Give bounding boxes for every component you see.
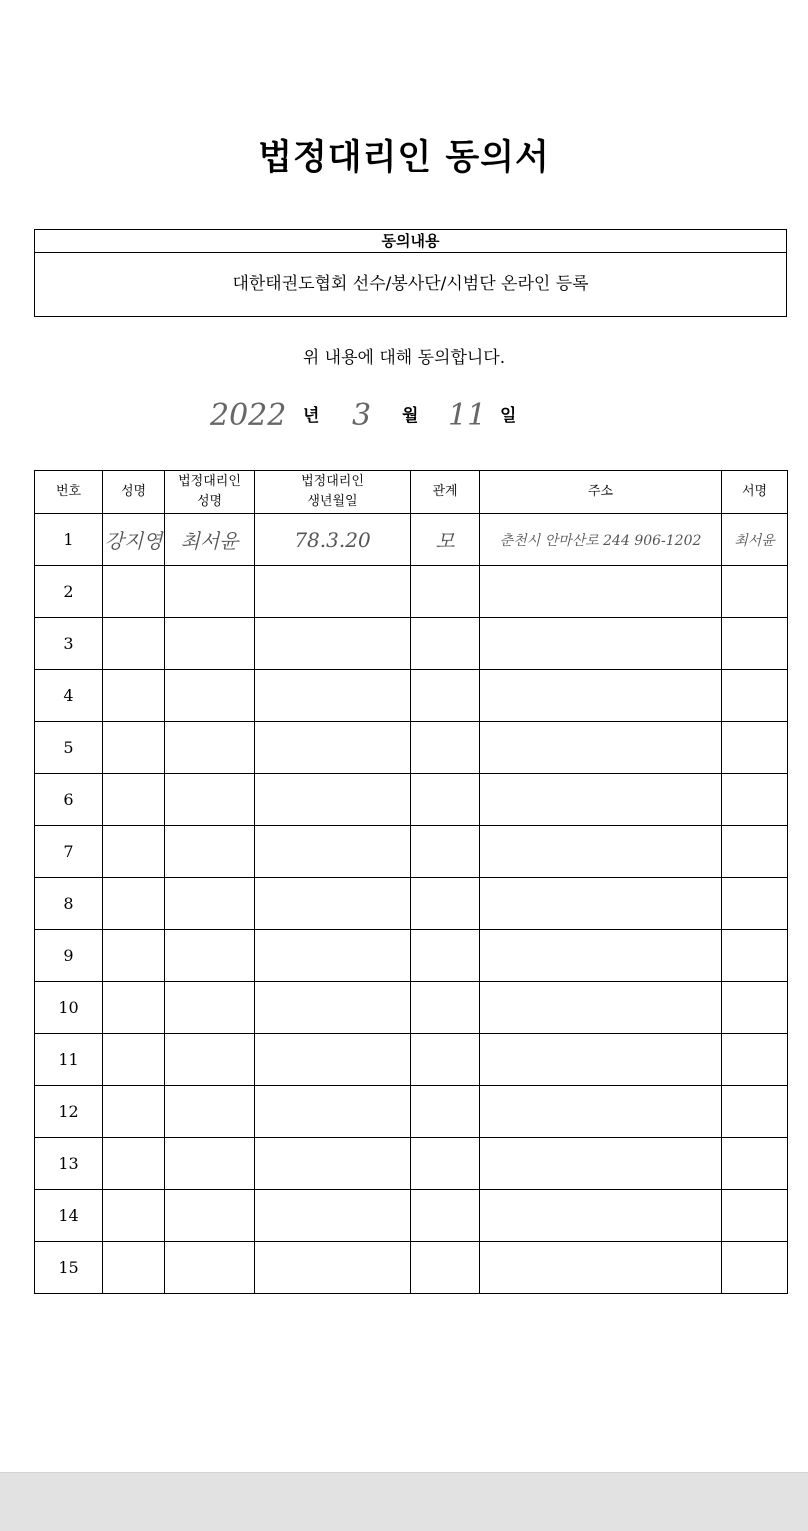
cell-signature bbox=[722, 930, 788, 982]
cell-guardian-name bbox=[165, 1242, 255, 1294]
cell-relation bbox=[411, 826, 480, 878]
cell-birth bbox=[255, 670, 411, 722]
cell-relation bbox=[411, 670, 480, 722]
cell-no: 15 bbox=[35, 1242, 103, 1294]
cell-address bbox=[480, 722, 722, 774]
table-row bbox=[35, 722, 788, 774]
date-day-handwritten: 11 bbox=[448, 398, 487, 433]
cell-relation bbox=[411, 618, 480, 670]
registration-table bbox=[34, 470, 788, 1294]
cell-address bbox=[480, 774, 722, 826]
cell-guardian-name-handwritten: 최서윤 bbox=[165, 514, 255, 566]
table-row bbox=[35, 566, 788, 618]
cell-name bbox=[103, 1086, 165, 1138]
cell-guardian-name bbox=[165, 722, 255, 774]
cell-guardian-name bbox=[165, 774, 255, 826]
cell-guardian-name bbox=[165, 618, 255, 670]
cell-birth bbox=[255, 1034, 411, 1086]
cell-name bbox=[103, 1242, 165, 1294]
cell-address bbox=[480, 878, 722, 930]
table-row bbox=[35, 1242, 788, 1294]
table-header-row bbox=[35, 471, 788, 514]
cell-name bbox=[103, 982, 165, 1034]
cell-no: 11 bbox=[35, 1034, 103, 1086]
cell-name bbox=[103, 1034, 165, 1086]
cell-signature bbox=[722, 1138, 788, 1190]
cell-no: 1 bbox=[35, 514, 103, 566]
date-year-handwritten: 2022 bbox=[210, 398, 287, 433]
cell-address bbox=[480, 826, 722, 878]
cell-name bbox=[103, 774, 165, 826]
cell-relation bbox=[411, 1190, 480, 1242]
cell-relation bbox=[411, 722, 480, 774]
cell-signature-handwritten: 최서윤 bbox=[722, 514, 788, 566]
cell-signature bbox=[722, 670, 788, 722]
cell-guardian-name bbox=[165, 670, 255, 722]
table-row bbox=[35, 774, 788, 826]
header-guardian-birth-line2: 생년월일 bbox=[307, 494, 358, 509]
cell-name bbox=[103, 1138, 165, 1190]
table-row bbox=[35, 826, 788, 878]
cell-address bbox=[480, 1242, 722, 1294]
cell-birth bbox=[255, 722, 411, 774]
cell-name bbox=[103, 670, 165, 722]
cell-no: 13 bbox=[35, 1138, 103, 1190]
cell-birth bbox=[255, 930, 411, 982]
header-address: 주소 bbox=[480, 471, 722, 514]
cell-name bbox=[103, 722, 165, 774]
cell-signature bbox=[722, 1190, 788, 1242]
cell-birth bbox=[255, 1086, 411, 1138]
cell-guardian-name bbox=[165, 982, 255, 1034]
header-signature: 서명 bbox=[722, 471, 788, 514]
cell-signature bbox=[722, 774, 788, 826]
table-row bbox=[35, 930, 788, 982]
cell-no: 8 bbox=[35, 878, 103, 930]
cell-birth bbox=[255, 1190, 411, 1242]
cell-address bbox=[480, 1190, 722, 1242]
viewer-bottom-bar bbox=[0, 1472, 808, 1531]
cell-relation-handwritten: 모 bbox=[411, 514, 480, 566]
cell-birth-handwritten: 78.3.20 bbox=[255, 514, 411, 566]
cell-address bbox=[480, 1034, 722, 1086]
cell-guardian-name bbox=[165, 1138, 255, 1190]
cell-birth bbox=[255, 1242, 411, 1294]
agreement-statement: 위 내용에 대해 동의합니다. bbox=[302, 348, 506, 368]
cell-relation bbox=[411, 878, 480, 930]
cell-guardian-name bbox=[165, 1034, 255, 1086]
cell-name bbox=[103, 618, 165, 670]
header-guardian-name-line1: 법정대리인 bbox=[178, 474, 241, 489]
cell-address bbox=[480, 566, 722, 618]
cell-address-handwritten: 춘천시 안마산로 244 906-1202 bbox=[480, 514, 722, 566]
cell-birth bbox=[255, 566, 411, 618]
cell-relation bbox=[411, 774, 480, 826]
cell-address bbox=[480, 670, 722, 722]
cell-relation bbox=[411, 1034, 480, 1086]
header-guardian-birth-line1: 법정대리인 bbox=[301, 474, 364, 489]
cell-no: 10 bbox=[35, 982, 103, 1034]
cell-signature bbox=[722, 618, 788, 670]
date-month-unit: 월 bbox=[402, 406, 419, 426]
cell-relation bbox=[411, 1242, 480, 1294]
cell-relation bbox=[411, 566, 480, 618]
consent-body: 대한태권도협회 선수/봉사단/시범단 온라인 등록 bbox=[232, 274, 589, 294]
cell-signature bbox=[722, 982, 788, 1034]
cell-address bbox=[480, 618, 722, 670]
cell-guardian-name bbox=[165, 1190, 255, 1242]
table-row bbox=[35, 878, 788, 930]
cell-guardian-name bbox=[165, 930, 255, 982]
cell-name bbox=[103, 1190, 165, 1242]
date-line bbox=[0, 394, 808, 444]
cell-no: 3 bbox=[35, 618, 103, 670]
cell-relation bbox=[411, 982, 480, 1034]
cell-name bbox=[103, 930, 165, 982]
cell-signature bbox=[722, 1034, 788, 1086]
header-guardian-birth bbox=[255, 471, 411, 514]
cell-address bbox=[480, 1086, 722, 1138]
cell-no: 2 bbox=[35, 566, 103, 618]
cell-signature bbox=[722, 1242, 788, 1294]
cell-signature bbox=[722, 826, 788, 878]
header-no: 번호 bbox=[35, 471, 103, 514]
cell-relation bbox=[411, 1086, 480, 1138]
cell-guardian-name bbox=[165, 1086, 255, 1138]
cell-no: 6 bbox=[35, 774, 103, 826]
cell-name bbox=[103, 878, 165, 930]
cell-no: 9 bbox=[35, 930, 103, 982]
cell-address bbox=[480, 930, 722, 982]
cell-signature bbox=[722, 1086, 788, 1138]
table-row bbox=[35, 1138, 788, 1190]
cell-birth bbox=[255, 878, 411, 930]
cell-address bbox=[480, 1138, 722, 1190]
header-guardian-name-line2: 성명 bbox=[196, 494, 223, 509]
cell-guardian-name bbox=[165, 878, 255, 930]
cell-no: 14 bbox=[35, 1190, 103, 1242]
cell-signature bbox=[722, 878, 788, 930]
cell-no: 12 bbox=[35, 1086, 103, 1138]
cell-name bbox=[103, 826, 165, 878]
document-title: 법정대리인 동의서 bbox=[258, 138, 550, 178]
cell-guardian-name bbox=[165, 566, 255, 618]
cell-birth bbox=[255, 826, 411, 878]
cell-relation bbox=[411, 930, 480, 982]
cell-name-handwritten: 강지영 bbox=[103, 514, 165, 566]
table-row bbox=[35, 1086, 788, 1138]
header-relation: 관계 bbox=[411, 471, 480, 514]
table-row bbox=[35, 618, 788, 670]
cell-guardian-name bbox=[165, 826, 255, 878]
cell-relation bbox=[411, 1138, 480, 1190]
consent-box bbox=[34, 229, 787, 317]
consent-header: 동의내용 bbox=[35, 230, 786, 253]
table-row bbox=[35, 514, 788, 566]
table-row bbox=[35, 1190, 788, 1242]
date-month-handwritten: 3 bbox=[352, 398, 372, 433]
cell-birth bbox=[255, 982, 411, 1034]
cell-no: 7 bbox=[35, 826, 103, 878]
date-day-unit: 일 bbox=[500, 406, 517, 426]
cell-birth bbox=[255, 618, 411, 670]
cell-birth bbox=[255, 774, 411, 826]
cell-signature bbox=[722, 722, 788, 774]
date-year-unit: 년 bbox=[303, 406, 320, 426]
table-row bbox=[35, 1034, 788, 1086]
table-row bbox=[35, 982, 788, 1034]
cell-no: 4 bbox=[35, 670, 103, 722]
cell-birth bbox=[255, 1138, 411, 1190]
table-row bbox=[35, 670, 788, 722]
cell-signature bbox=[722, 566, 788, 618]
cell-address bbox=[480, 982, 722, 1034]
header-guardian-name bbox=[165, 471, 255, 514]
cell-no: 5 bbox=[35, 722, 103, 774]
header-name: 성명 bbox=[103, 471, 165, 514]
cell-name bbox=[103, 566, 165, 618]
